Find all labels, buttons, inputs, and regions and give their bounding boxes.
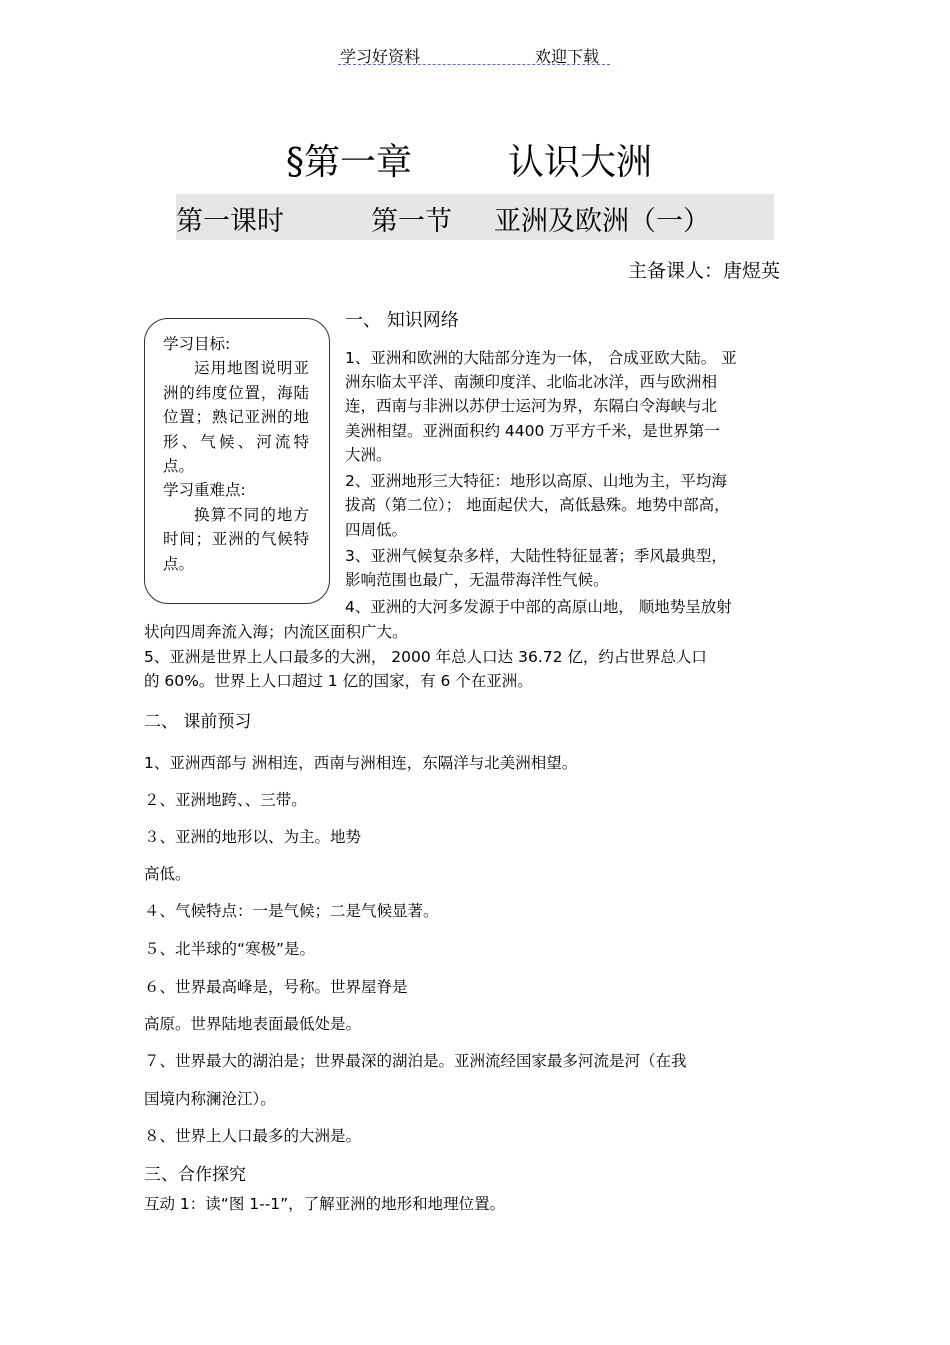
goal-label: 学习目标: xyxy=(163,335,231,353)
knowledge-line: 状向四周奔流入海；内流区面积广大。 xyxy=(144,623,408,641)
preview-line: ５、北半球的“寒极”是。 xyxy=(144,940,316,958)
lesson-period: 第一课时 xyxy=(176,206,284,237)
objectives-content xyxy=(163,332,309,576)
knowledge-line: 2、亚洲地形三大特征：地形以高原、山地为主，平均海 xyxy=(345,472,727,490)
chapter-title-prefix: §第一章 xyxy=(286,142,413,183)
chapter-title-name: 认识大洲 xyxy=(508,142,653,183)
knowledge-line: 3、亚洲气候复杂多样，大陆性特征显著；季风最典型， xyxy=(345,547,727,565)
knowledge-line: 拔高（第二位）； 地面起伏大，高低悬殊。地势中部高， xyxy=(345,496,730,514)
inquiry-line: 互动 1：读“图 1--1”，了解亚洲的地形和地理位置。 xyxy=(144,1195,506,1213)
knowledge-line: 的 60%。世界上人口超过 1 亿的国家，有 6 个在亚洲。 xyxy=(144,672,533,690)
key-label: 学习重难点: xyxy=(163,481,246,500)
section2-heading: 二、 课前预习 xyxy=(144,712,252,732)
knowledge-line: 1、亚洲和欧洲的大陆部分连为一体， 合成亚欧大陆。 亚 xyxy=(345,349,737,367)
section3-heading: 三、合作探究 xyxy=(144,1165,246,1185)
author-line: 主备课人：唐煜英 xyxy=(628,260,781,282)
lesson-section: 第一节 xyxy=(371,206,452,237)
preview-line: ８、世界上人口最多的大洲是。 xyxy=(144,1127,362,1145)
preview-line: ３、亚洲的地形以、为主。地势 xyxy=(144,828,362,846)
header-left-text: 学习好资料 xyxy=(340,47,421,66)
section1-heading: 一、 知识网络 xyxy=(345,310,459,331)
knowledge-line: 5、亚洲是世界上人口最多的大洲， 2000 年总人口达 36.72 亿，约占世界总人口 xyxy=(144,648,707,666)
knowledge-line: 4、亚洲的大河多发源于中部的高原山地， 顺地势呈放射 xyxy=(345,598,732,616)
key-text: 换算不同的地方时间；亚洲的气候特点。 xyxy=(163,505,309,573)
preview-line: 1、亚洲西部与 洲相连，西南与洲相连，东隔洋与北美洲相望。 xyxy=(144,754,578,772)
knowledge-line: 大洲。 xyxy=(345,446,392,464)
knowledge-line: 四周低。 xyxy=(345,521,408,539)
preview-line: ６、世界最高峰是，号称。世界屋脊是 xyxy=(144,978,408,996)
preview-line: 国境内称澜沧江）。 xyxy=(144,1090,276,1108)
header-divider xyxy=(338,64,610,65)
preview-line: ２、亚洲地跨、、三带。 xyxy=(144,791,307,809)
preview-line: 高原。世界陆地表面最低处是。 xyxy=(144,1015,362,1033)
knowledge-line: 影响范围也最广，无温带海洋性气候。 xyxy=(345,571,609,589)
preview-line: 高低。 xyxy=(144,865,191,883)
goal-text: 运用地图说明亚洲的纬度位置，海陆位置；熟记亚洲的地形、气候、河流特点。 xyxy=(163,359,309,476)
header-right-text: 欢迎下载 xyxy=(535,47,600,66)
preview-line: ７、世界最大的湖泊是；世界最深的湖泊是。亚洲流经国家最多河流是河（在我 xyxy=(144,1052,687,1070)
lesson-topic: 亚洲及欧洲（一） xyxy=(494,206,710,237)
knowledge-line: 洲东临太平洋、南濒印度洋、北临北冰洋，西与欧洲相 xyxy=(345,373,718,391)
preview-line: ４、气候特点：一是气候；二是气候显著。 xyxy=(144,902,439,920)
knowledge-line: 连，西南与非洲以苏伊士运河为界，东隔白令海峡与北 xyxy=(345,397,718,415)
knowledge-line: 美洲相望。亚洲面积约 4400 万平方千米，是世界第一 xyxy=(345,422,720,440)
